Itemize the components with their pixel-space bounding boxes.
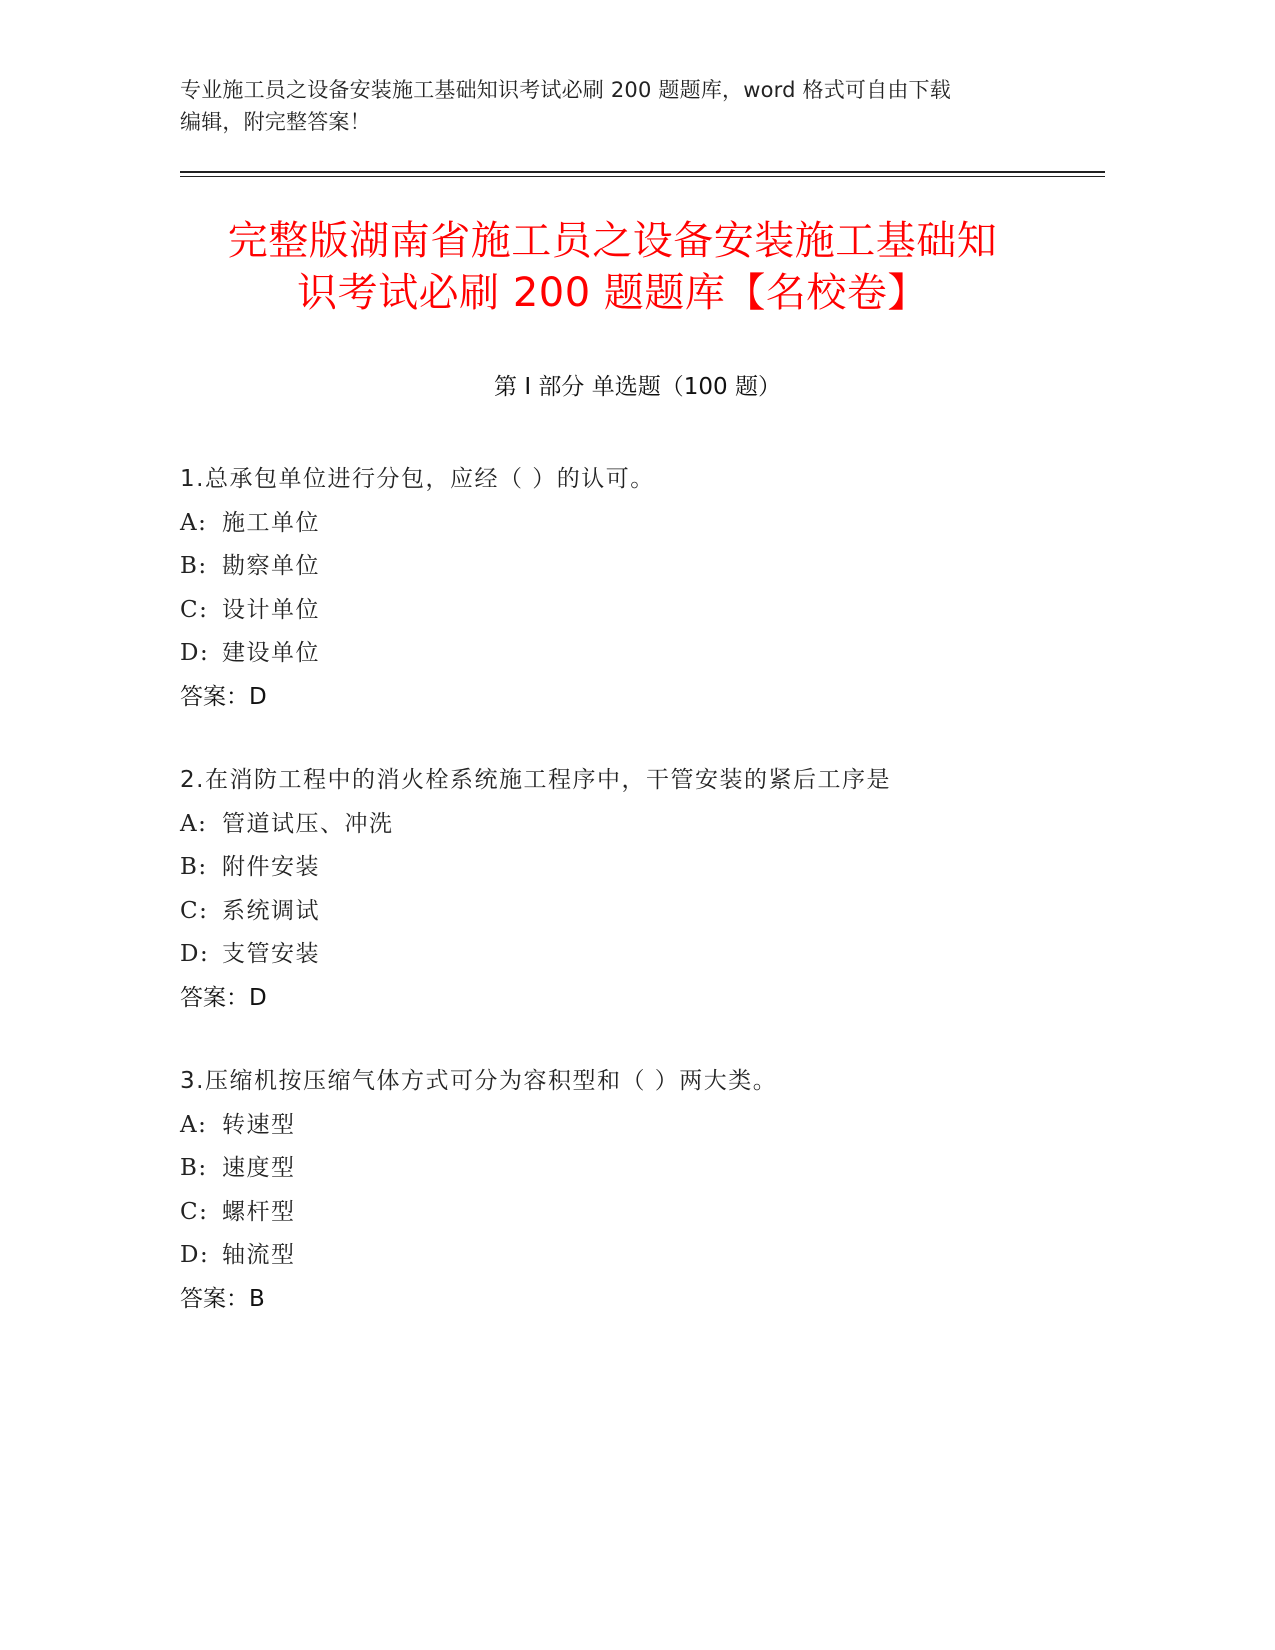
option-text: 建设单位 (222, 640, 320, 666)
question-3 (180, 1060, 1140, 1321)
header-divider-thick (180, 171, 1105, 173)
option-key: B: (180, 1155, 208, 1181)
option-text: 管道试压、冲洗 (222, 810, 394, 837)
option-text: 速度型 (222, 1155, 296, 1181)
option-key: B: (180, 553, 208, 579)
document-title (90, 215, 1135, 319)
section-title: 第 I 部分 单选题（100 题） (494, 374, 781, 400)
option-text: 轴流型 (222, 1242, 296, 1268)
option-key: D: (180, 1242, 210, 1268)
question-stem: 1.总承包单位进行分包，应经（ ）的认可。 (180, 466, 655, 492)
header-note-line-1: 专业施工员之设备安装施工基础知识考试必刷 200 题题库，word 格式可自由下载 (180, 78, 951, 102)
option-b (180, 545, 1140, 589)
option-text: 勘察单位 (222, 553, 320, 579)
option-key: B: (180, 854, 208, 880)
answer: 答案：B (180, 1285, 265, 1312)
option-key: A: (180, 810, 208, 837)
option-c (180, 589, 1140, 633)
option-key: A: (180, 1111, 208, 1138)
question-stem: 2.在消防工程中的消火栓系统施工程序中，干管安装的紧后工序是 (180, 767, 891, 793)
option-key: C: (180, 596, 209, 623)
option-a (180, 1104, 1140, 1148)
option-a (180, 502, 1140, 546)
option-key: A: (180, 509, 208, 536)
header-note (180, 74, 1080, 138)
option-b (180, 846, 1140, 890)
option-a (180, 803, 1140, 847)
header-divider-thin (180, 176, 1105, 177)
option-c (180, 890, 1140, 934)
question-1 (180, 458, 1140, 719)
question-2 (180, 759, 1140, 1020)
option-key: D: (180, 640, 210, 666)
question-stem: 3.压缩机按压缩气体方式可分为容积型和（ ）两大类。 (180, 1068, 778, 1094)
option-key: D: (180, 941, 210, 967)
option-d (180, 1234, 1140, 1278)
option-text: 转速型 (222, 1111, 296, 1138)
option-key: C: (180, 1198, 209, 1225)
option-text: 系统调试 (222, 897, 320, 924)
answer: 答案：D (180, 683, 267, 710)
option-text: 施工单位 (222, 509, 320, 536)
option-text: 支管安装 (222, 941, 320, 967)
document-title-line-2: 识考试必刷 200 题题库【名校卷】 (297, 270, 928, 316)
option-d (180, 933, 1140, 977)
answer: 答案：D (180, 984, 267, 1011)
option-text: 设计单位 (222, 596, 320, 623)
header-note-line-2: 编辑，附完整答案！ (180, 110, 371, 134)
document-title-line-1: 完整版湖南省施工员之设备安装施工基础知 (227, 218, 998, 264)
question-list (180, 458, 1140, 1361)
option-d (180, 632, 1140, 676)
option-c (180, 1191, 1140, 1235)
option-key: C: (180, 897, 209, 924)
option-text: 附件安装 (222, 854, 320, 880)
option-b (180, 1147, 1140, 1191)
option-text: 螺杆型 (222, 1198, 296, 1225)
